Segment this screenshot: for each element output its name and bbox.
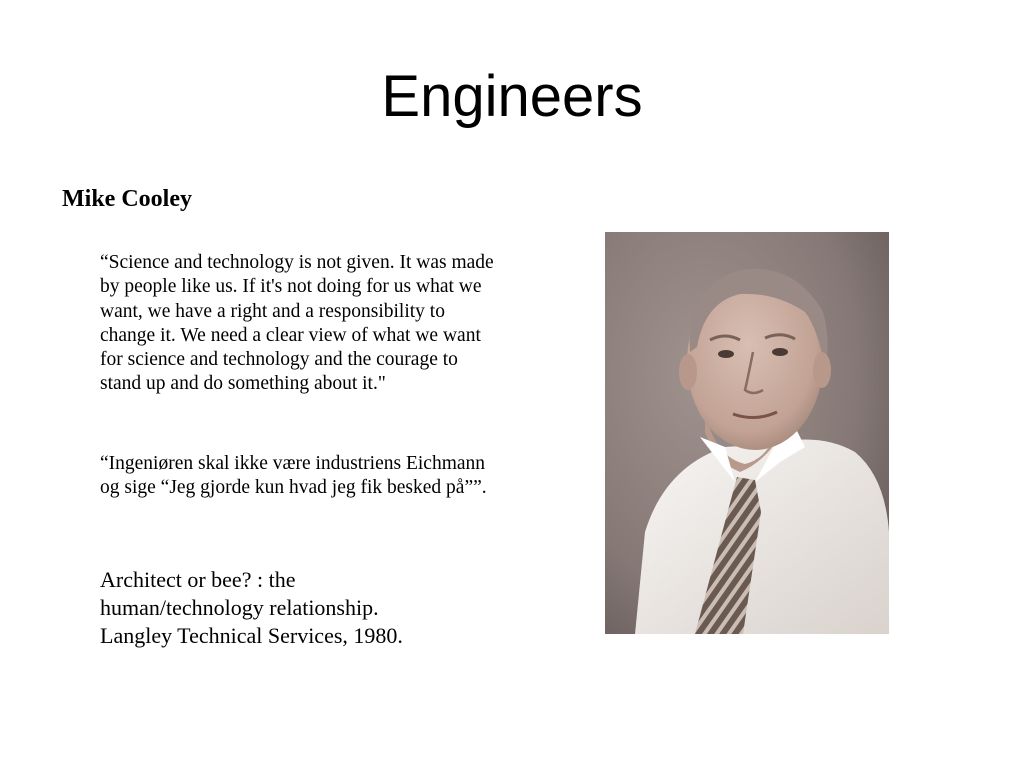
ear-left	[679, 354, 697, 390]
eye-right	[772, 348, 788, 356]
subject-name: Mike Cooley	[62, 186, 192, 212]
slide-title: Engineers	[381, 64, 643, 129]
ear-right	[813, 352, 831, 388]
eye-left	[718, 350, 734, 358]
book-reference	[100, 566, 500, 650]
quote-danish: “Ingeniøren skal ikke være industriens Eichmann og sige “Jeg gjorde kun hvad jeg fik besked på””.	[100, 453, 487, 499]
portrait-photo	[605, 232, 889, 634]
quote-english: “Science and technology is not given. It was made by people like us. If it's not doing for us what we want, we have a right and a responsibility to change it. We need a clear view of what we want for science and technology and the courage to stand up and do something about it."	[100, 252, 494, 395]
reference-line: Architect or bee? : the	[100, 567, 296, 592]
reference-line: Langley Technical Services, 1980.	[100, 623, 403, 648]
reference-line: human/technology relationship.	[100, 595, 379, 620]
